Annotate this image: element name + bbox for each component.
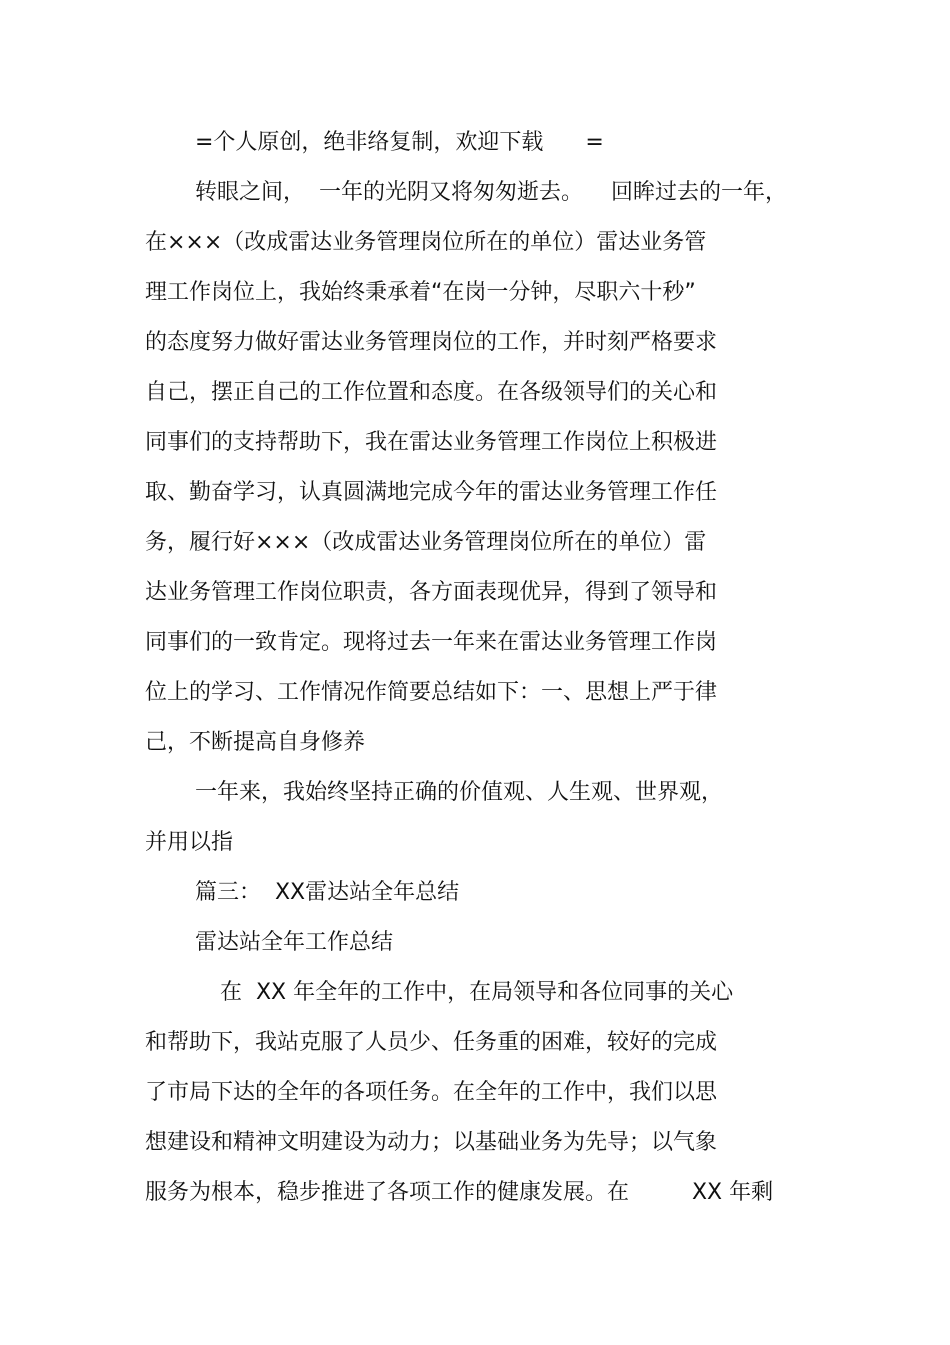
paragraph-line: 位上的学习、工作情况作简要总结如下：一、思想上严于律 [145, 680, 718, 705]
paragraph-line: 达业务管理工作岗位职责，各方面表现优异，得到了领导和 [145, 580, 718, 605]
paragraph-line: 同事们的一致肯定。现将过去一年来在雷达业务管理工作岗 [145, 630, 718, 655]
paragraph-line: 在×××（改成雷达业务管理岗位所在的单位）雷达业务管 [145, 230, 707, 255]
header-notice-line: =个人原创，绝非络复制，欢迎下载 = [195, 130, 604, 155]
paragraph-line: 务，履行好×××（改成雷达业务管理岗位所在的单位）雷 [145, 530, 707, 555]
paragraph-line: 和帮助下，我站克服了人员少、任务重的困难，较好的完成 [145, 1030, 718, 1055]
paragraph-line: 并用以指 [145, 830, 234, 855]
paragraph-line: 在 XX 年全年的工作中，在局领导和各位同事的关心 [220, 980, 734, 1005]
paragraph-line: 的态度努力做好雷达业务管理岗位的工作，并时刻严格要求 [145, 330, 718, 355]
paragraph-line: 了市局下达的全年的各项任务。在全年的工作中，我们以思 [145, 1080, 718, 1105]
paragraph-line: 自己，摆正自己的工作位置和态度。在各级领导们的关心和 [145, 380, 718, 405]
paragraph-line: 一年来，我始终坚持正确的价值观、人生观、世界观， [195, 780, 724, 805]
paragraph-line: 转眼之间， 一年的光阴又将匆匆逝去。 回眸过去的一年， [195, 180, 787, 205]
paragraph-line: 取、勤奋学习，认真圆满地完成今年的雷达业务管理工作任 [145, 480, 718, 505]
paragraph-line: 服务为根本，稳步推进了各项工作的健康发展。在 XX 年剩 [145, 1180, 774, 1205]
paragraph-line: 理工作岗位上，我始终秉承着“在岗一分钟，尽职六十秒” [145, 280, 696, 305]
section-heading: 篇三： XX雷达站全年总结 [195, 880, 460, 905]
paragraph-line: 同事们的支持帮助下，我在雷达业务管理工作岗位上积极进 [145, 430, 718, 455]
section-subheading: 雷达站全年工作总结 [195, 930, 394, 955]
paragraph-line: 想建设和精神文明建设为动力；以基础业务为先导；以气象 [145, 1130, 718, 1155]
paragraph-line: 己，不断提高自身修养 [145, 730, 366, 755]
